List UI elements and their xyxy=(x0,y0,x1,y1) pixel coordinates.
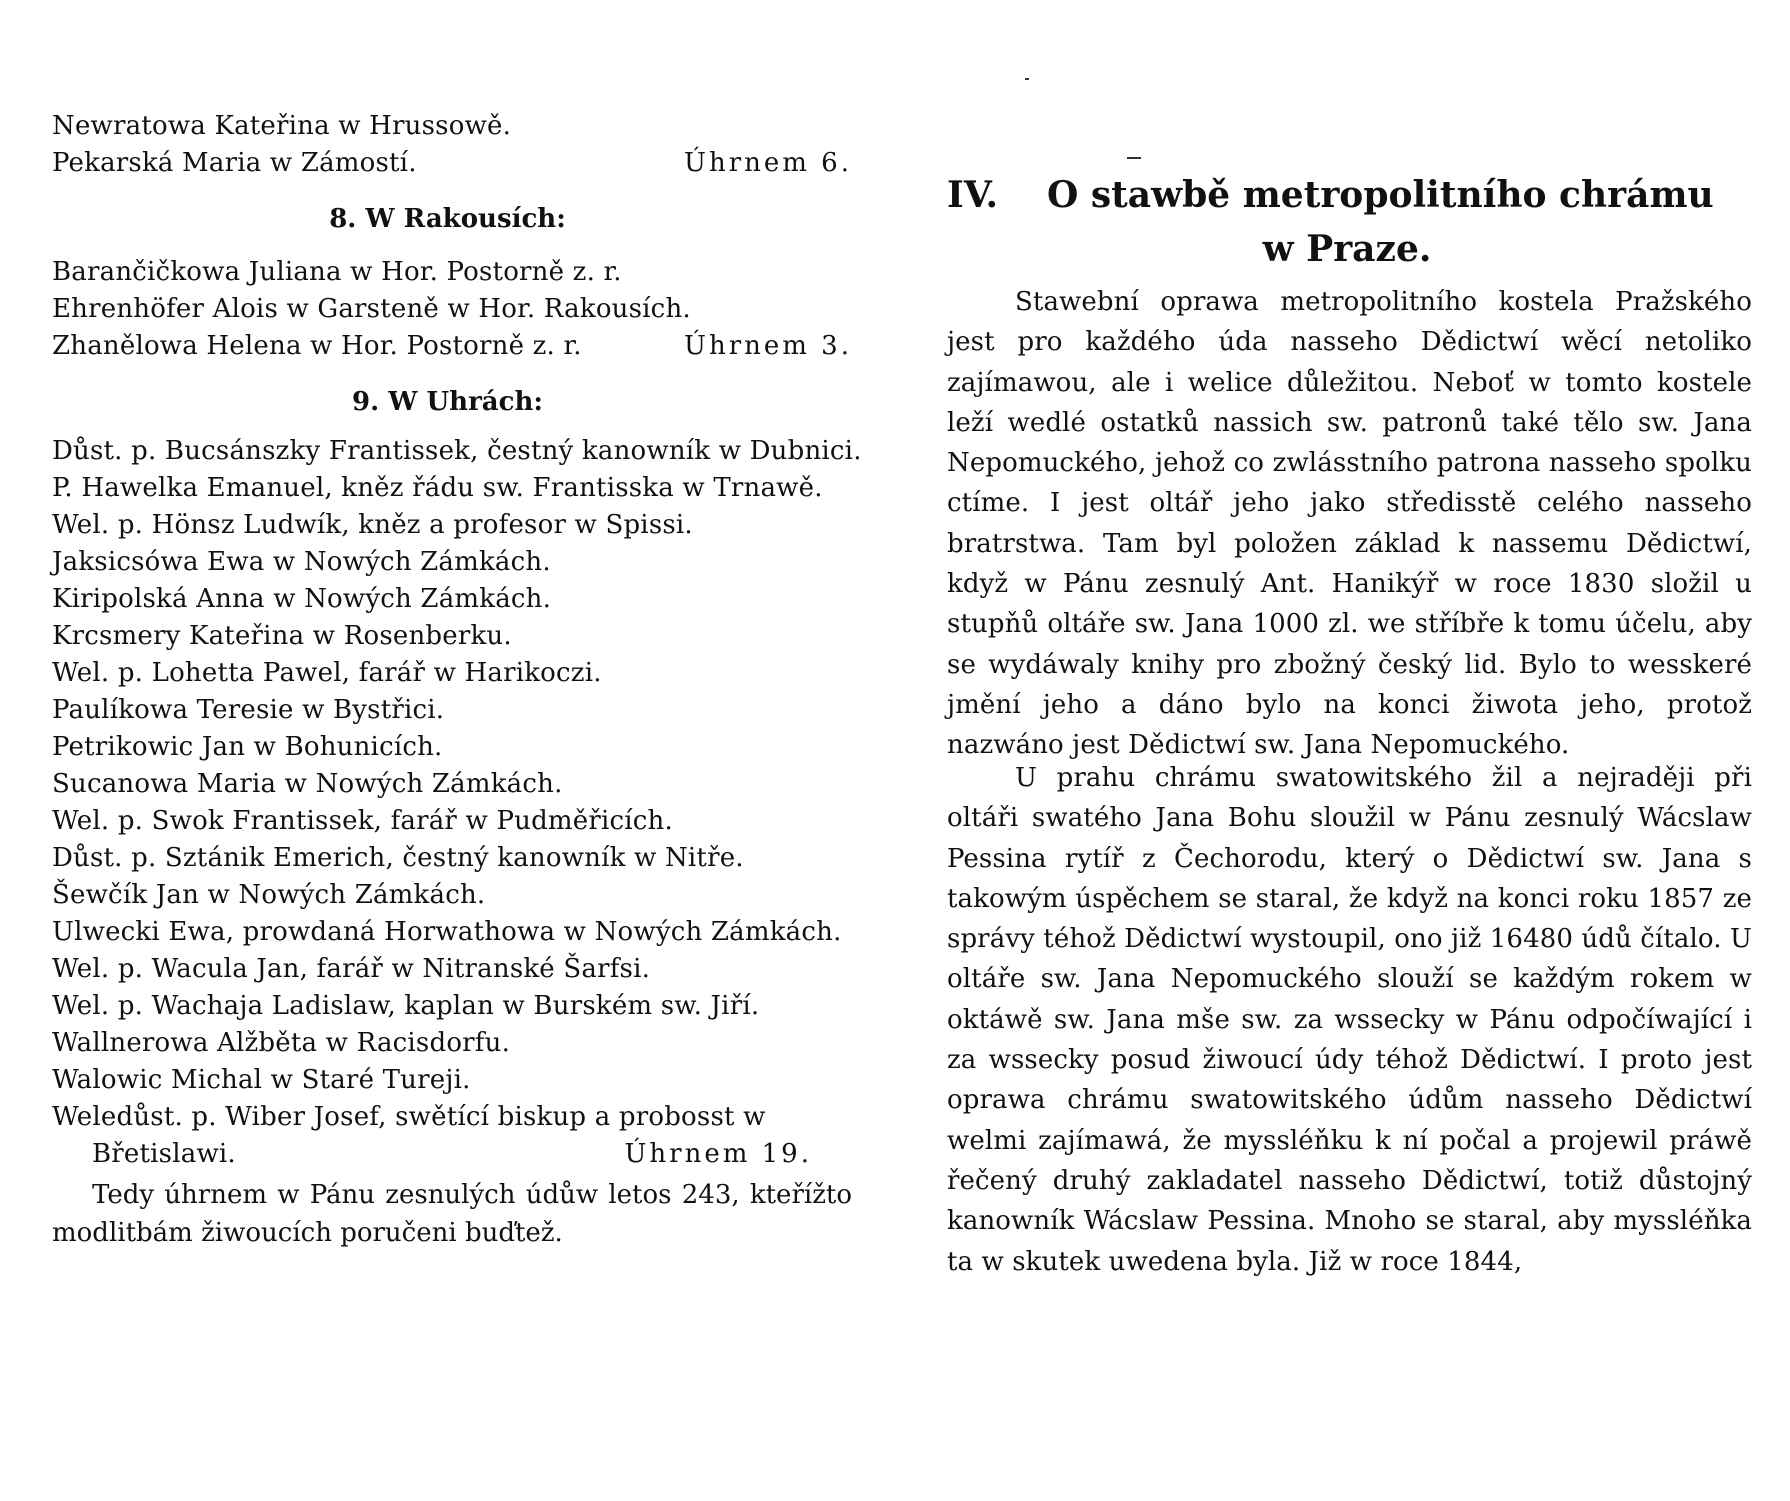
list-item: Wel. p. Lohetta Pawel, farář w Harikoczi. xyxy=(52,658,602,688)
list-item: Ehrenhöfer Alois w Garsteně w Hor. Rakousích. xyxy=(52,294,691,324)
entry-text: Pekarská Maria w Zámostí. xyxy=(52,148,417,178)
list-item xyxy=(52,327,852,365)
list-item: Jaksicsówa Ewa w Nowých Zámkách. xyxy=(52,547,551,577)
list-item: Ulwecki Ewa, prowdaná Horwathowa w Nowých Zámkách. xyxy=(52,917,842,947)
list-item: Důst. p. Bucsánszky Frantissek, čestný kanowník w Dubnici. xyxy=(52,436,862,466)
list-item: Wallnerowa Alžběta w Racisdorfu. xyxy=(52,1028,511,1058)
body-paragraph: Stawební oprawa metropolitního kostela Pražského jest pro každého úda nasseho Dědictwí wěcí netoliko zajímawou, ale i welice důležitou. Neboť w tomto kostele leží wedlé ostatků nassich sw. patronů také tělo sw. Jana Nepomuckého, jehož co zwlásstního patrona nasseho spolku ctíme. I jest oltář jeho jako středisstě celého nasseho bratrstwa. Tam byl položen základ k nassemu Dědictwí, když w Pánu zesnulý Ant. Hanikýř w roce 1830 složil u stupňů oltáře sw. Jana 1000 zl. we stříbře k tomu účelu, aby se wydáwaly knihy pro zbožný český lid. Bylo to wesskeré jmění jeho a dáno bylo na konci žiwota jeho, protož nazwáno jest Dědictwí sw. Jana Nepomuckého. xyxy=(947,287,1752,761)
body-paragraph: U prahu chrámu swatowitského žil a nejraději při oltáři swatého Jana Bohu sloužil w Pánu zesnulý Wácslaw Pessina rytíř z Čechorodu, který o Dědictwí sw. Jana s takowým úspěchem se staral, že když na konci roku 1857 ze správy téhož Dědictwí wystoupil, ono již 16480 údů čítalo. U oltáře sw. Jana Nepomuckého slouží se každým rokem w oktáwě sw. Jana mše sw. za wssecky w Pánu odpočíwající i za wssecky posud žiwoucí údy téhož Dědictwí. I proto jest oprawa chrámu swatowitského údům nasseho Dědictwí welmi zajímawá, že myssléňku k ní počal a projewil práwě řečený druhý zakladatel nasseho Dědictwí, totiž důstojný kanowník Wácslaw Pessina. Mnoho se staral, aby myssléňka ta w skutek uwedena byla. Již w roce 1844, xyxy=(947,763,1752,1277)
section-total: Úhrnem 6. xyxy=(684,148,852,178)
list-item: Wel. p. Hönsz Ludwík, kněz a profesor w Spissi. xyxy=(52,510,693,540)
closing-paragraph: Tedy úhrnem w Pánu zesnulých údůw letos 243, kteřížto modlitbám žiwoucích poručeni buďtež. xyxy=(52,1180,852,1248)
list-item: Barančičkowa Juliana w Hor. Postorně z. r. xyxy=(52,257,622,287)
list-item: Petrikowic Jan w Bohunicích. xyxy=(52,732,443,762)
list-item: Walowic Michal w Staré Tureji. xyxy=(52,1065,471,1095)
list-item: Newratowa Kateřina w Hrussowě. xyxy=(52,111,512,141)
list-item: Wel. p. Swok Frantissek, farář w Pudměřicích. xyxy=(52,806,673,836)
list-item: Kiripolská Anna w Nowých Zámkách. xyxy=(52,584,552,614)
list-item: Weledůst. p. Wiber Josef, swětící biskup a probosst w xyxy=(52,1102,766,1132)
right-page xyxy=(895,0,1790,1501)
entry-text: Břetislawi. xyxy=(92,1139,236,1169)
chapter-number: IV. xyxy=(947,174,999,216)
section-heading: 8. W Rakousích: xyxy=(329,204,566,234)
print-speck xyxy=(1025,78,1029,80)
entry-text: Zhanělowa Helena w Hor. Postorně z. r. xyxy=(52,331,582,361)
list-item: Důst. p. Sztánik Emerich, čestný kanowník w Nitře. xyxy=(52,843,744,873)
print-speck xyxy=(1127,157,1141,159)
list-item: Wel. p. Wacula Jan, farář w Nitranské Šarfsi. xyxy=(52,954,651,984)
chapter-title-line2: w Praze. xyxy=(1262,228,1432,270)
list-item: Šewčík Jan w Nowých Zámkách. xyxy=(52,880,486,910)
list-item xyxy=(92,1135,852,1173)
chapter-title-line1: O stawbě metropolitního chrámu xyxy=(1047,174,1714,216)
section-heading: 9. W Uhrách: xyxy=(352,387,543,417)
list-item: Wel. p. Wachaja Ladislaw, kaplan w Burském sw. Jiří. xyxy=(52,991,760,1021)
section-total: Úhrnem 3. xyxy=(684,331,852,361)
list-item: Paulíkowa Teresie w Bystřici. xyxy=(52,695,445,725)
chapter-title xyxy=(947,168,1747,222)
list-item: Krcsmery Kateřina w Rosenberku. xyxy=(52,621,512,651)
section-total: Úhrnem 19. xyxy=(624,1139,812,1169)
list-item: Sucanowa Maria w Nowých Zámkách. xyxy=(52,769,563,799)
list-item: P. Hawelka Emanuel, kněz řádu sw. Frantisska w Trnawě. xyxy=(52,473,823,503)
list-item xyxy=(52,144,852,182)
